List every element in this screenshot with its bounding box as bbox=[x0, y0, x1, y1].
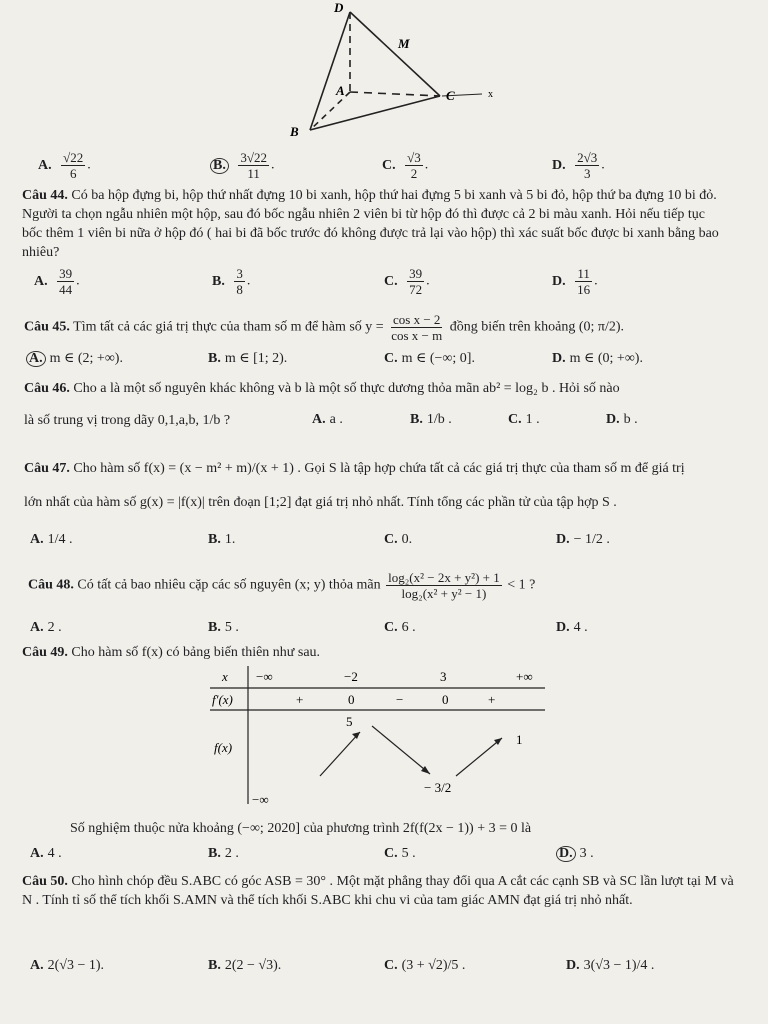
q46-option-a[interactable]: A. a . bbox=[312, 412, 343, 427]
q48-option-a[interactable]: A. 2 . bbox=[30, 620, 62, 635]
question-47-line2: lớn nhất của hàm số g(x) = |f(x)| trên đoạn [1;2] đạt giá trị nhỏ nhất. Tính tổng các phần tử của tập hợp S . bbox=[24, 495, 617, 510]
svg-text:−∞: −∞ bbox=[252, 792, 269, 807]
question-44: Câu 44. Có ba hộp đựng bi, hộp thứ nhất đựng 10 bi xanh, hộp thứ hai đựng 5 bi xanh và 5 bi đỏ, hộp thứ ba đựng 10 bi đỏ. Người ta chọn ngẫu nhiên một hộp, sau đó bốc ngẫu nhiên 2 viên bi từ hộp đó thì được cả 2 bi màu xanh. Hỏi nếu tiếp tục bốc thêm 1 viên bi nữa ở hộp đó ( hai bi đã bốc trước đó không được trả lại vào hộp) thì xác suất bốc được bi xanh bằng bao nhiêu? bbox=[22, 188, 719, 260]
label-D: D bbox=[334, 0, 344, 15]
q47-option-c[interactable]: C. 0. bbox=[384, 532, 413, 547]
q47-option-a[interactable]: A. 1/4 . bbox=[30, 532, 73, 547]
q45-option-c[interactable]: C. m ∈ (−∞; 0]. bbox=[384, 351, 475, 366]
svg-text:−2: −2 bbox=[344, 669, 358, 684]
svg-text:5: 5 bbox=[346, 714, 353, 729]
q46-option-c[interactable]: C. 1 . bbox=[508, 412, 540, 427]
arrow-up-2 bbox=[456, 738, 502, 776]
q47-option-d[interactable]: D. − 1/2 . bbox=[556, 532, 610, 547]
q50-option-d[interactable]: D. 3(√3 − 1)/4 . bbox=[566, 958, 655, 973]
q43-option-d[interactable]: D. $\frac{2√3}{3}$ . bbox=[552, 150, 605, 181]
svg-text:+: + bbox=[296, 692, 304, 707]
edge-BC bbox=[310, 96, 440, 130]
svg-text:+: + bbox=[488, 692, 496, 707]
q44-option-d[interactable]: D. $\frac{11}{16}$ . bbox=[552, 266, 598, 297]
svg-text:0: 0 bbox=[348, 692, 355, 707]
q43-option-a[interactable]: A. $\frac{√22}{6}$ . bbox=[38, 150, 91, 181]
q50-option-b[interactable]: B. 2(2 − √3). bbox=[208, 958, 282, 973]
question-48: Câu 48. Có tất cả bao nhiêu cặp các số nguyên (x; y) thỏa mãn $\frac{\text{log₂(x² − 2x + y²) + 1}}{\text{log₂(x² + y² − 1)}}$ < 1 ? bbox=[28, 570, 536, 601]
question-47: Câu 47. Cho hàm số f(x) = (x − m² + m)/(x + 1) . Gọi S là tập hợp chứa tất cả các giá trị thực của tham số m để giá trị bbox=[24, 461, 685, 476]
q48-option-d[interactable]: D. 4 . bbox=[556, 620, 588, 635]
edge-AC bbox=[350, 92, 440, 96]
question-45: Câu 45. Tìm tất cả các giá trị thực của tham số m để hàm số y = $\frac{\text{cos x − 2}}{\text{cos x − m}}$ đồng biến trên khoảng (0; π/2). bbox=[24, 312, 625, 343]
svg-text:0: 0 bbox=[442, 692, 449, 707]
label-B: B bbox=[290, 124, 299, 139]
q45-option-b[interactable]: B. m ∈ [1; 2). bbox=[208, 351, 288, 366]
svg-text:3: 3 bbox=[440, 669, 447, 684]
variation-table bbox=[200, 664, 560, 816]
edge-DB bbox=[310, 12, 350, 130]
q43-option-b[interactable]: B. $\frac{3√22}{11}$ . bbox=[210, 150, 274, 181]
q46-option-b[interactable]: B. 1/b . bbox=[410, 412, 452, 427]
q49-option-a[interactable]: A. 4 . bbox=[30, 846, 62, 861]
svg-text:−∞: −∞ bbox=[256, 669, 273, 684]
question-49: Câu 49. Cho hàm số f(x) có bảng biến thiên như sau. bbox=[22, 645, 321, 660]
question-50: Câu 50. Cho hình chóp đều S.ABC có góc ASB = 30° . Một mặt phẳng thay đổi qua A cắt các cạnh SB và SC lần lượt tại M và N . Tính tỉ số thể tích khối S.AMN và thể tích khối S.ABC khi chu vi của tam giác AMN đạt giá trị nhỏ nhất. bbox=[22, 874, 734, 908]
question-46: Câu 46. Cho a là một số nguyên khác không và b là một số thực dương thỏa mãn ab² = log₂ b . Hỏi số nào bbox=[24, 381, 620, 396]
q50-option-c[interactable]: C. (3 + √2)/5 . bbox=[384, 958, 466, 973]
svg-text:− 3/2: − 3/2 bbox=[424, 780, 452, 795]
label-A: A bbox=[336, 83, 345, 98]
svg-text:−: − bbox=[396, 692, 404, 707]
q49-option-d[interactable]: D. 3 . bbox=[556, 846, 594, 862]
q48-option-b[interactable]: B. 5 . bbox=[208, 620, 239, 635]
svg-text:f′(x): f′(x) bbox=[212, 692, 233, 707]
q46-option-d[interactable]: D. b . bbox=[606, 412, 638, 427]
q50-option-a[interactable]: A. 2(√3 − 1). bbox=[30, 958, 105, 973]
edge-DC bbox=[350, 12, 440, 96]
label-M: M bbox=[398, 36, 410, 51]
pyramid-figure bbox=[270, 0, 530, 145]
arrow-up-1 bbox=[320, 732, 360, 776]
q48-option-c[interactable]: C. 6 . bbox=[384, 620, 416, 635]
q43-option-c[interactable]: C. $\frac{√3}{2}$ . bbox=[382, 150, 429, 181]
q49-option-c[interactable]: C. 5 . bbox=[384, 846, 416, 861]
arrow-down bbox=[372, 726, 430, 774]
svg-text:1: 1 bbox=[516, 732, 523, 747]
q44-option-c[interactable]: C. $\frac{39}{72}$ . bbox=[384, 266, 430, 297]
q44-option-a[interactable]: A. $\frac{39}{44}$ . bbox=[34, 266, 80, 297]
q47-option-b[interactable]: B. 1. bbox=[208, 532, 236, 547]
svg-text:+∞: +∞ bbox=[516, 669, 533, 684]
scribble-note: x bbox=[488, 89, 493, 100]
question-46-line2: là số trung vị trong dãy 0,1,a,b, 1/b ? bbox=[24, 413, 231, 428]
q44-option-b[interactable]: B. $\frac{3}{8}$ . bbox=[212, 266, 251, 297]
q45-option-a[interactable]: A. m ∈ (2; +∞). bbox=[26, 350, 123, 367]
q49-option-b[interactable]: B. 2 . bbox=[208, 846, 239, 861]
svg-text:f(x): f(x) bbox=[214, 740, 233, 755]
question-49-line2: Số nghiệm thuộc nửa khoảng (−∞; 2020] của phương trình 2f(f(2x − 1)) + 3 = 0 là bbox=[70, 821, 532, 836]
svg-text:x: x bbox=[222, 669, 228, 684]
label-C: C bbox=[446, 88, 455, 103]
q45-option-d[interactable]: D. m ∈ (0; +∞). bbox=[552, 351, 643, 366]
